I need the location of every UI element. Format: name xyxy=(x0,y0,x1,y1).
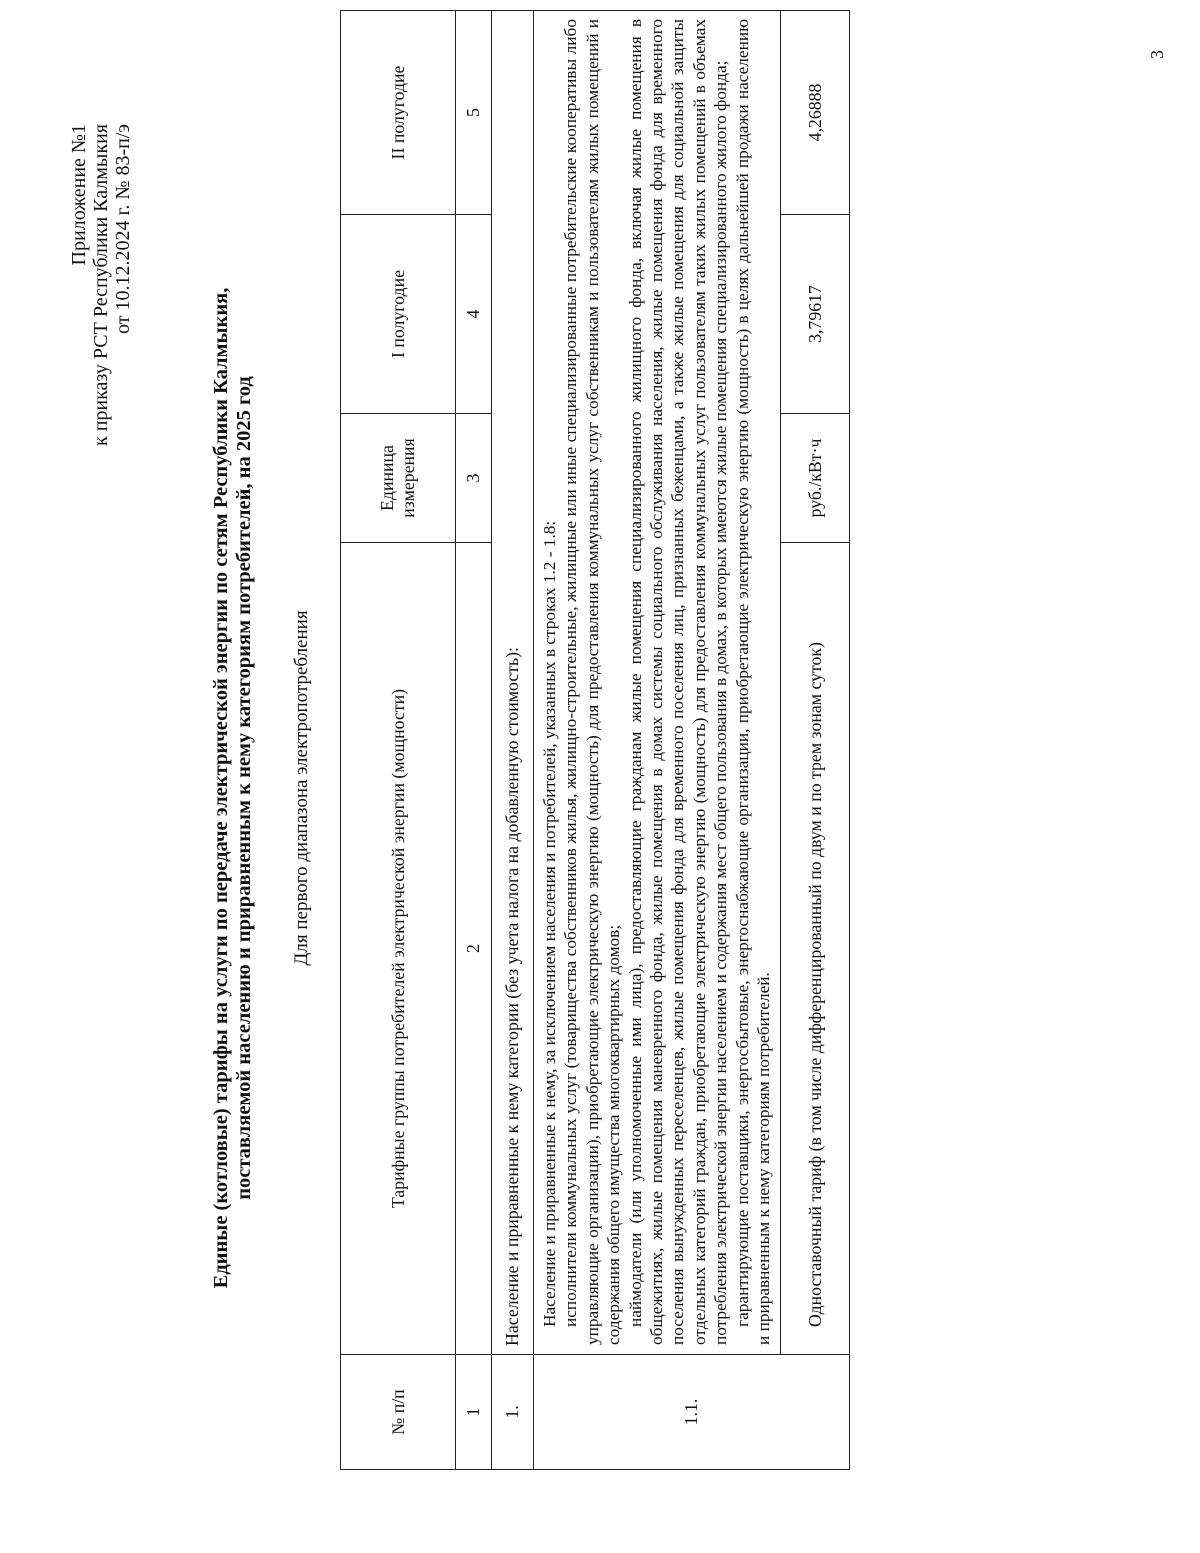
section-num: 1. xyxy=(492,1355,534,1470)
tariff-half-2-value: 4,26888 xyxy=(781,11,850,215)
table-header-row xyxy=(341,11,456,1470)
column-number: 5 xyxy=(456,11,492,215)
header-half-2: II полугодие xyxy=(341,11,456,215)
appendix-reference xyxy=(68,124,134,644)
section-row xyxy=(492,11,534,1470)
tariff-half-1-value: 3,79617 xyxy=(781,215,850,414)
tariff-row xyxy=(781,11,850,1470)
header-half-1: I полугодие xyxy=(341,215,456,414)
header-num: № п/п xyxy=(341,1355,456,1470)
title-line-1: Единые (котловые) тарифы на услуги по передаче электрической энергии по сетям Республики Калмыкия, xyxy=(210,287,232,1289)
row-1-1-paragraph: Население и приравненные к нему, за исключением населения и потребителей, указанных в строках 1.2 - 1.8: xyxy=(540,520,559,1327)
page-number: 3 xyxy=(1147,50,1167,59)
column-number: 2 xyxy=(456,543,492,1355)
row-1-1-paragraph: гарантирующие поставщики, энергосбытовые, энергоснабжающие организации, приобретающие электрическую энергию (мощность) в целях дальнейшей продажи населению и приравненным к нему категориям потребителей. xyxy=(732,19,774,1345)
column-number: 4 xyxy=(456,215,492,414)
appendix-line-3: от 10.12.2024 г. № 83-п/э xyxy=(112,124,134,335)
row-1-1-paragraph: наймодатели (или уполномоченные ими лица), предоставляющие гражданам жилые помещения специализированного жилищного фонда, включая жилые помещения в общежитиях, жилые помещения маневренного фонда, жилые помещения в домах системы социального обслуживания населения, жилые помещения фонда для временного поселения вынужденных переселенцев, жилые помещения фонда для временного поселения лиц, признанных беженцами, а также жилые помещения для социальной защиты отдельных категорий граждан, приобретающие электрическую энергию (мощность) для предоставления коммунальных услуг пользователям таких жилых помещений в объемах потребления электрической энергии населением и содержания мест общего пользования в домах, в которых имеются жилые помещения специализированного жилого фонда; xyxy=(625,19,731,1345)
column-number: 3 xyxy=(456,414,492,543)
row-1-1-paragraph: исполнители коммунальных услуг (товарищества собственников жилья, жилищно-строительные, жилищные или иные специализированные потребительские кооперативы либо управляющие организации), приобретающие электрическую энергию (мощность) для предоставления коммунальных услуг собственникам и пользователям жилых помещений и содержания общего имущества многоквартирных домов; xyxy=(561,19,624,1345)
document-title xyxy=(210,223,256,1353)
document-subtitle: Для первого диапазона электропотребления xyxy=(291,610,312,966)
section-text: Население и приравненные к нему категории (без учета налога на добавленную стоимость): xyxy=(492,11,534,1355)
appendix-line-1: Приложение №1 xyxy=(68,124,90,266)
column-numbers-row xyxy=(456,11,492,1470)
tariff-table xyxy=(340,10,850,1470)
column-number: 1 xyxy=(456,1355,492,1470)
title-line-2: поставляемой населению и приравненным к нему категориям потребителей, на 2025 год xyxy=(233,376,255,1200)
row-1-1-description xyxy=(534,11,781,1470)
header-group: Тарифные группы потребителей электрической энергии (мощности) xyxy=(341,543,456,1355)
row-1-1-num: 1.1. xyxy=(534,1355,850,1470)
tariff-name-text: Одноставочный тариф (в том числе дифференцированный по двум и по трем зонам суток) xyxy=(804,642,825,1327)
tariff-name xyxy=(781,543,850,1355)
row-1-1-text xyxy=(534,11,781,1355)
tariff-unit: руб./кВт·ч xyxy=(781,414,850,543)
appendix-line-2: к приказу РСТ Республики Калмыкия xyxy=(90,124,112,446)
header-unit: Единица измерения xyxy=(341,414,456,543)
